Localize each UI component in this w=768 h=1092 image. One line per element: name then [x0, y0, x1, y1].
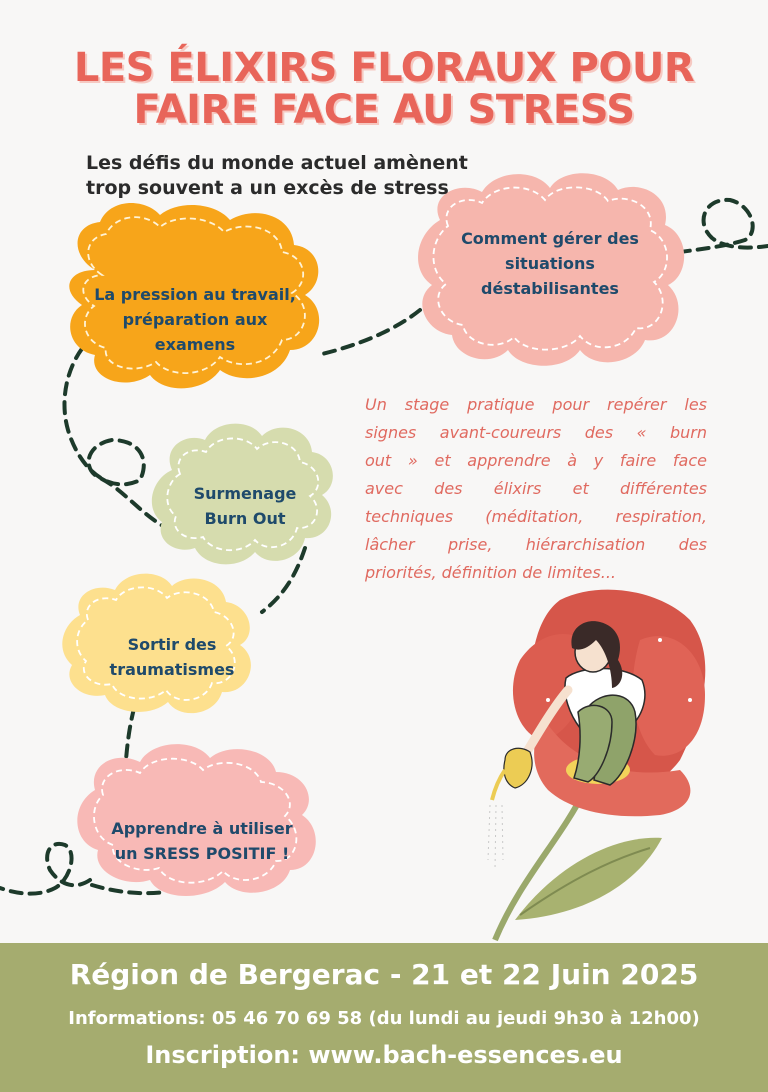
description-line: techniques (méditation, respiration, [365, 507, 707, 526]
description-line: Un stage pratique pour repérer les [365, 395, 707, 414]
cloud-traumatismes-text [82, 632, 262, 682]
poster-title-line-2: FAIRE FACE AU STRESS [133, 87, 635, 133]
cloud-line: Burn Out [204, 509, 286, 528]
poster-title-line-1: LES ÉLIXIRS FLORAUX POUR [73, 45, 695, 91]
cloud-line: La pression au travail, [94, 285, 296, 304]
subtitle-line-2: trop souvent a un excès de stress [86, 177, 449, 199]
cloud-burnout-text [175, 481, 315, 531]
description-line: signes avant-coureurs des « burn [365, 423, 707, 442]
cloud-line: examens [154, 335, 236, 354]
cloud-line: préparation aux [122, 310, 268, 329]
event-date-location: Région de Bergerac - 21 et 22 Juin 2025 [69, 958, 699, 991]
woman-in-flower-illustration [488, 590, 705, 940]
subtitle-line-1: Les défis du monde actuel amènent [86, 152, 468, 174]
description-line: avec des élixirs et différentes [365, 479, 707, 498]
inscription-link[interactable]: Inscription: www.bach-essences.eu [145, 1041, 623, 1069]
description-line: lâcher prise, hiérarchisation des [365, 535, 707, 554]
cloud-line: Comment gérer des [461, 229, 639, 248]
stage-description [365, 391, 707, 587]
cloud-stress-positif-text [92, 816, 312, 866]
cloud-pressure-text [80, 282, 310, 357]
description-line: out » et apprendre à y faire face [365, 451, 707, 470]
contact-info: Informations: 05 46 70 69 58 (du lundi au jeudi 9h30 à 12h00) [68, 1008, 700, 1029]
cloud-line: traumatismes [109, 660, 235, 679]
cloud-line: déstabilisantes [481, 279, 619, 298]
cloud-line: Surmenage [193, 484, 297, 503]
cloud-line: situations [505, 254, 595, 273]
cloud-line: Sortir des [127, 635, 217, 654]
cloud-line: Apprendre à utiliser [111, 819, 293, 838]
cloud-situations-text [440, 226, 660, 301]
description-line: priorités, définition de limites... [365, 563, 616, 582]
cloud-line: un SRESS POSITIF ! [114, 844, 290, 863]
